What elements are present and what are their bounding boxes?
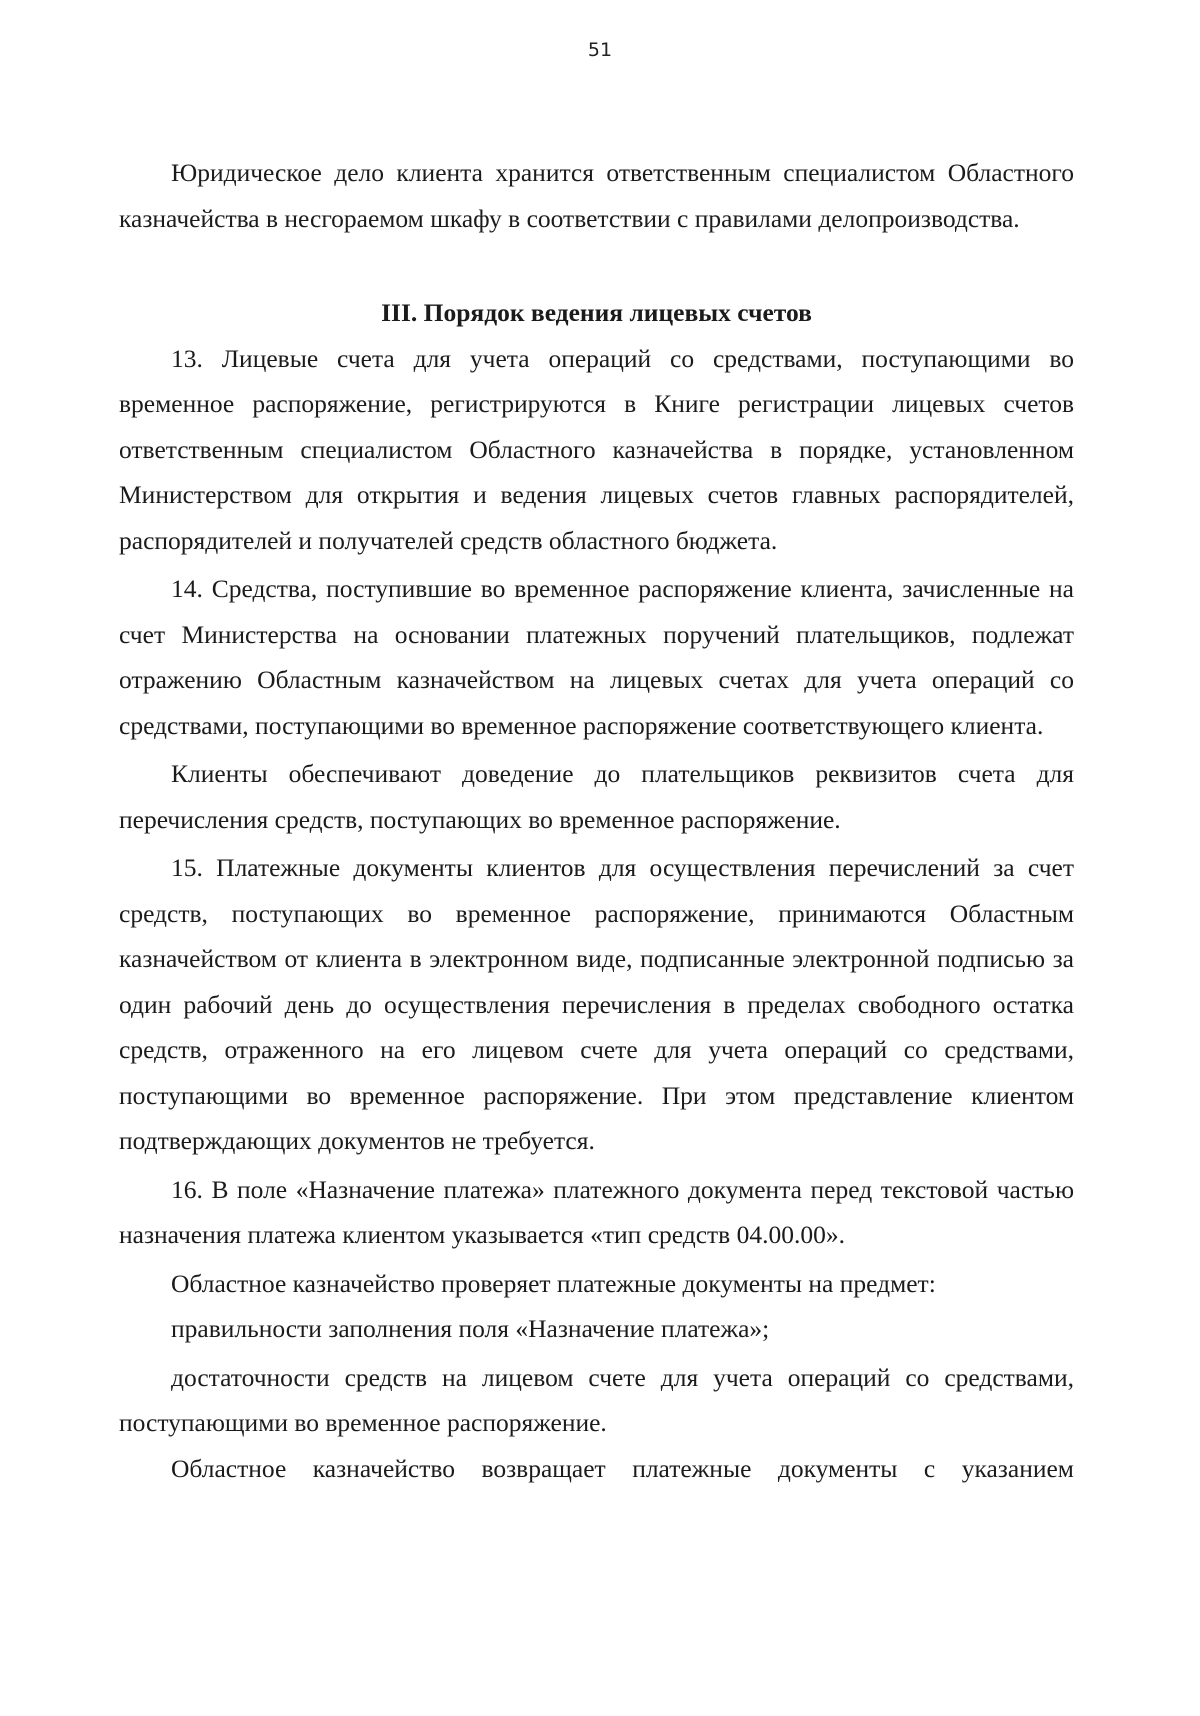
word: платежные: [632, 1453, 752, 1483]
word: возвращает: [481, 1453, 606, 1483]
word: казначейство: [312, 1453, 455, 1483]
paragraph-check-funds: достаточности средств на лицевом счете для учета операций со средствами, поступающими во временное распоряжение.: [119, 1362, 1074, 1437]
paragraph-return-documents: [119, 1446, 1074, 1492]
paragraph-14: 14. Средства, поступившие во временное распоряжение клиента, зачисленные на счет Министерства на основании платежных поручений плательщиков, подлежат отражению Областным казначейством на лицевых счетах для учета операций со средствами, поступающими во временное распоряжение соответствующего клиента.: [119, 574, 1074, 740]
paragraph-check-field: правильности заполнения поля «Назначение платежа»;: [171, 1314, 770, 1343]
paragraph-clients-details: Клиенты обеспечивают доведение до плательщиков реквизитов счета для перечисления средств, поступающих во временное распоряжение.: [119, 759, 1074, 834]
paragraph-15: 15. Платежные документы клиентов для осуществления перечислений за счет средств, поступающих во временное распоряжение, принимаются Областным казначейством от клиента в электронном виде, подписанные электронной подписью за один рабочий день до осуществления перечисления в пределах свободного остатка средств, отраженного на его лицевом счете для учета операций со средствами, поступающими во временное распоряжение. При этом представление клиентом подтверждающих документов не требуется.: [119, 853, 1074, 1155]
word: указанием: [961, 1453, 1074, 1483]
page-number: 51: [587, 39, 613, 61]
document-body: [119, 150, 1074, 1491]
word: документы: [777, 1453, 898, 1483]
word: Областное: [171, 1453, 287, 1483]
paragraph-13: 13. Лицевые счета для учета операций со средствами, поступающими во временное распоряжение, регистрируются в Книге регистрации лицевых счетов ответственным специалистом Областного казначейства в порядке, установленном Министерством для открытия и ведения лицевых счетов главных распорядителей, распорядителей и получателей средств областного бюджета.: [119, 343, 1074, 555]
paragraph-16: 16. В поле «Назначение платежа» платежного документа перед текстовой частью назначения платежа клиентом указывается «тип средств 04.00.00».: [119, 1174, 1074, 1249]
paragraph-checks-intro: Областное казначейство проверяет платежные документы на предмет:: [171, 1268, 936, 1298]
section-heading: III. Порядок ведения лицевых счетов: [381, 298, 812, 327]
word: с: [923, 1453, 936, 1483]
paragraph-legal-file-storage: Юридическое дело клиента хранится ответственным специалистом Областного казначейства в несгораемом шкафу в соответствии с правилами делопроизводства.: [119, 158, 1074, 233]
